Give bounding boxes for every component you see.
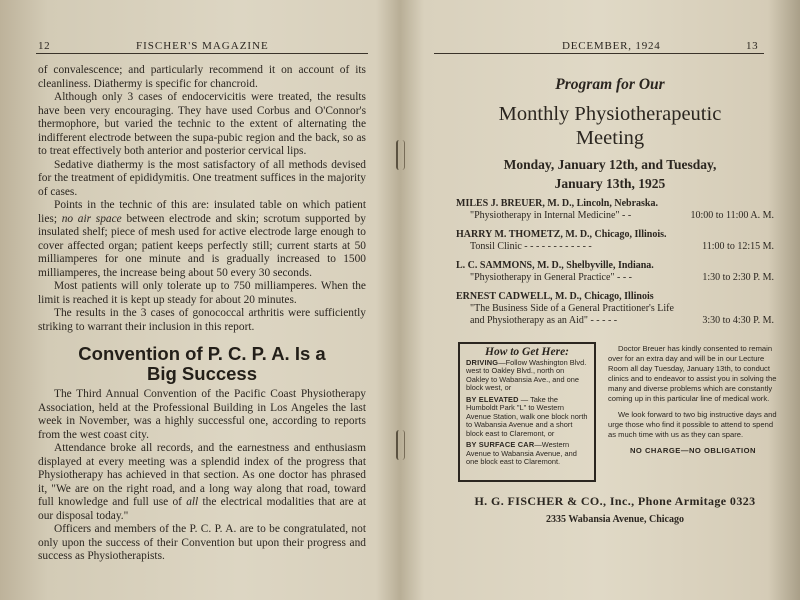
meeting-dates (440, 155, 780, 193)
speaker-name: ERNEST CADWELL, M. D., Chicago, Illinois (456, 291, 654, 302)
paragraph-technic (38, 199, 366, 280)
direction-text: — Take the Humboldt Park "L" to Western Avenue Station, walk one block north to Wabansia Avenue and a short block east to Claremont, or (466, 394, 588, 438)
program-title (440, 102, 780, 150)
left-page-number: 12 (38, 40, 51, 52)
convention-heading (38, 344, 366, 384)
paragraph: Officers and members of the P. C. P. A. are to be congratulated, not only upon the success of their Convention but upon their progress and success as Physiotherapists. (38, 523, 366, 562)
directions-title: How to Get Here: (485, 346, 569, 358)
company-address: 2335 Wabansia Avenue, Chicago (546, 514, 684, 525)
speaker-entry (456, 229, 774, 253)
direction-mode: BY SURFACE CAR (466, 440, 535, 449)
session-topic: Tonsil Clinic - - - - - - - - - - - - (470, 241, 592, 252)
right-page (400, 0, 800, 600)
paragraph: The results in the 3 cases of gonococcal arthritis were sufficiently striking to warrant their inclusion in this report. (38, 307, 366, 333)
emphasis: no air space (61, 212, 122, 225)
header-rule (36, 53, 368, 54)
title-line: Meeting (575, 127, 645, 149)
session-topic: "Physiotherapy in Internal Medicine" - - (470, 210, 632, 221)
company-line: H. G. FISCHER & CO., Inc., Phone Armitage 0323 (474, 494, 756, 508)
date-line: January 13th, 1925 (554, 176, 666, 191)
article-body (38, 64, 366, 564)
speaker-name: HARRY M. THOMETZ, M. D., Chicago, Illinois. (456, 229, 667, 240)
session-line (456, 303, 774, 315)
heading-line: Convention of P. C. P. A. Is a (78, 343, 326, 364)
paragraph: of convalescence; and particularly recommend it on account of its cleanliness. Diathermy is specific for chancroid. (38, 64, 366, 90)
session-line (456, 272, 774, 284)
direction-mode: DRIVING (466, 357, 499, 367)
session-time: 1:30 to 2:30 P. M. (702, 272, 774, 283)
speaker-name: MILES J. BREUER, M. D., Lincoln, Nebraska. (456, 198, 658, 209)
paragraph-attendance (38, 442, 366, 523)
direction-text: —Western Avenue to Wabansia Avenue, and one block east to Claremont. (466, 440, 577, 466)
session-line (456, 241, 774, 253)
text-run: Attendance broke all records, and the earnestness and enthusiasm displayed at every meeting was a splendid index of the progress that Physiotherapy has achieved in that section. As one doctor has phrased it, "We are on the right road, and a long way along that road, toward full knowledge and full use of (38, 442, 366, 508)
session-line (456, 210, 774, 222)
paragraph: Most patients will only tolerate up to 750 milliamperes. When the limit is reached it is kept up steady for about 20 minutes. (38, 280, 366, 306)
paragraph: Sedative diathermy is the most satisfactory of all methods devised for the treatment of epididymitis. One treatment suffices in the majority of cases. (38, 158, 366, 198)
direction-text: —Follow Washington Blvd. west to Oakley Blvd., north on Oakley to Wabansia Ave., and one block west, or (466, 357, 587, 392)
no-charge-notice: NO CHARGE—NO OBLIGATION (629, 446, 757, 455)
text-run: the electrical modalities that are at our disposal today." (38, 496, 366, 522)
program-subtitle: Program for Our (555, 76, 665, 93)
session-time: 3:30 to 4:30 P. M. (702, 315, 774, 326)
paragraph: Although only 3 cases of endocervicitis were treated, the results have been very encouraging. They have used Corbus and O'Connor's thermophore, but varied the technic to the extent of alternating the indifferent electrode between the supa-pubic region and the back, so as to treat effectively both anterior and posterior cervical lips. (38, 91, 366, 157)
announcement-note (608, 344, 778, 462)
direction-mode: BY ELEVATED (466, 394, 519, 404)
text-run: Points in the technic of this are: insulated table on which patient lies; (38, 199, 366, 225)
speaker-list (456, 198, 774, 334)
right-page-number: 13 (746, 40, 759, 52)
title-line: Monthly Physiotherapeutic (498, 103, 722, 125)
session-topic: "Physiotherapy in General Practice" - - - (470, 272, 632, 283)
session-topic: "The Business Side of a General Practitioner's Life (470, 303, 674, 314)
direction-entry (466, 441, 588, 467)
date-line: Monday, January 12th, and Tuesday, (503, 157, 717, 172)
note-paragraph: We look forward to two big instructive days and urge those who find it possible to attend to spend as much time with us as they can spare. (608, 410, 777, 439)
direction-entry (466, 359, 588, 393)
speaker-name: L. C. SAMMONS, M. D., Shelbyville, Indiana. (456, 260, 654, 271)
header-rule (434, 53, 764, 54)
emphasis: all (186, 496, 199, 508)
issue-date: DECEMBER, 1924 (562, 40, 661, 52)
note-paragraph: Doctor Breuer has kindly consented to remain over for an extra day and will be in our Lecture Room all day Tuesday, January 13th, to conduct clinics and to endeavor to assist you in solving the many and diverse problems which are constantly coming up in this particular line of medical work. (608, 344, 777, 403)
session-time: 10:00 to 11:00 A. M. (690, 210, 774, 221)
session-line (456, 315, 774, 327)
speaker-entry (456, 291, 774, 327)
speaker-entry (456, 198, 774, 222)
text-run: between electrode and skin; scrotum supported by insulated shelf; piece of mesh used for active electrode large enough to cover affected organ; patient keeps perfectly still; current starts at 50 milliamperes for one minute and is gradually increased to 1500 milliamperes, the increase being about 50 every 30 seconds. (38, 212, 366, 279)
session-time: 11:00 to 12:15 M. (702, 241, 774, 252)
directions-box (458, 342, 596, 482)
speaker-entry (456, 260, 774, 284)
heading-line: Big Success (146, 363, 258, 384)
paragraph: The Third Annual Convention of the Pacific Coast Physiotherapy Association, held at the Professional Building in Los Angeles the last week in November, was a highly successful one, according to reports from the west coast city. (38, 388, 366, 441)
direction-entry (466, 396, 588, 439)
magazine-title: FISCHER'S MAGAZINE (136, 40, 269, 52)
session-topic: and Physiotherapy as an Aid" - - - - - (470, 315, 618, 326)
